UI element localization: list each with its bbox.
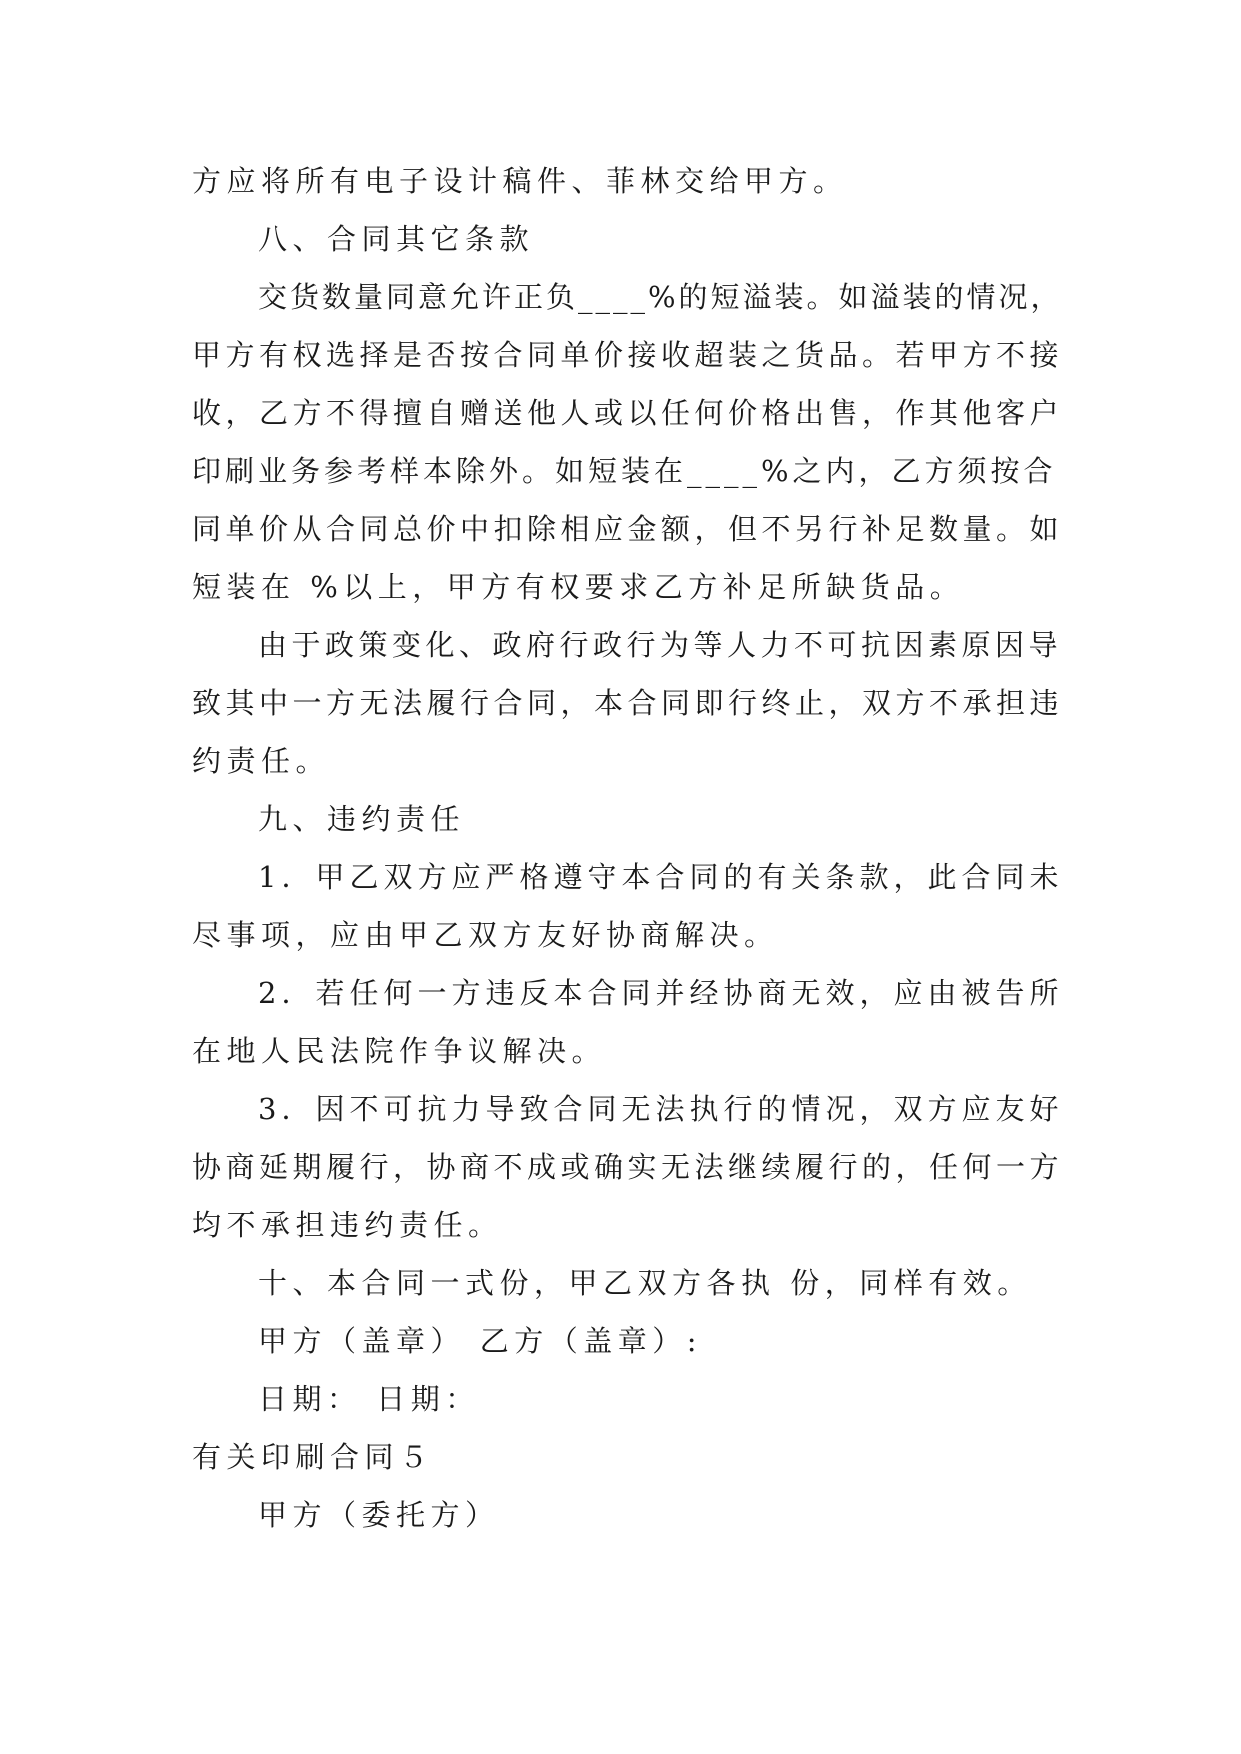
text-line-16: 在地人民法院作争议解决。	[192, 1034, 607, 1068]
text-line-19: 均不承担违约责任。	[192, 1208, 503, 1242]
text-line-8: 短装在 %以上，甲方有权要求乙方补足所缺货品。	[192, 570, 965, 604]
text-line-1: 方应将所有电子设计稿件、菲林交给甲方。	[192, 164, 848, 198]
party-a-line: 甲方（委托方）	[258, 1498, 500, 1532]
section-heading-10: 十、本合同一式份，甲乙双方各执 份，同样有效。	[258, 1266, 1032, 1300]
text-line-14: 尽事项，应由甲乙双方友好协商解决。	[192, 918, 779, 952]
text-line-17: 3．因不可抗力导致合同无法执行的情况，双方应友好	[258, 1092, 1064, 1126]
signature-line: 甲方（盖章） 乙方（盖章）:	[258, 1324, 702, 1358]
document-page	[192, 152, 1064, 1544]
text-line-10: 致其中一方无法履行合同，本合同即行终止，双方不承担违	[192, 686, 1064, 720]
text-line-7: 同单价从合同总价中扣除相应金额，但不另行补足数量。如	[192, 512, 1064, 546]
text-line-6: 印刷业务参考样本除外。如短装在____%之内，乙方须按合	[192, 454, 1057, 488]
text-line-11: 约责任。	[192, 744, 331, 778]
text-line-15: 2．若任何一方违反本合同并经协商无效，应由被告所	[258, 976, 1064, 1010]
text-line-3: 交货数量同意允许正负____%的短溢装。如溢装的情况，	[258, 280, 1063, 314]
contract-title: 有关印刷合同５	[192, 1440, 434, 1474]
text-line-4: 甲方有权选择是否按合同单价接收超装之货品。若甲方不接	[192, 338, 1064, 372]
section-heading-8: 八、合同其它条款	[258, 222, 535, 256]
text-line-9: 由于政策变化、政府行政行为等人力不可抗因素原因导	[258, 628, 1063, 662]
text-line-13: 1．甲乙双方应严格遵守本合同的有关条款，此合同未	[258, 860, 1064, 894]
section-heading-9: 九、违约责任	[258, 802, 466, 836]
text-line-18: 协商延期履行，协商不成或确实无法继续履行的，任何一方	[192, 1150, 1064, 1184]
text-line-5: 收，乙方不得擅自赠送他人或以任何价格出售，作其他客户	[192, 396, 1064, 430]
date-line: 日期： 日期：	[258, 1382, 480, 1416]
